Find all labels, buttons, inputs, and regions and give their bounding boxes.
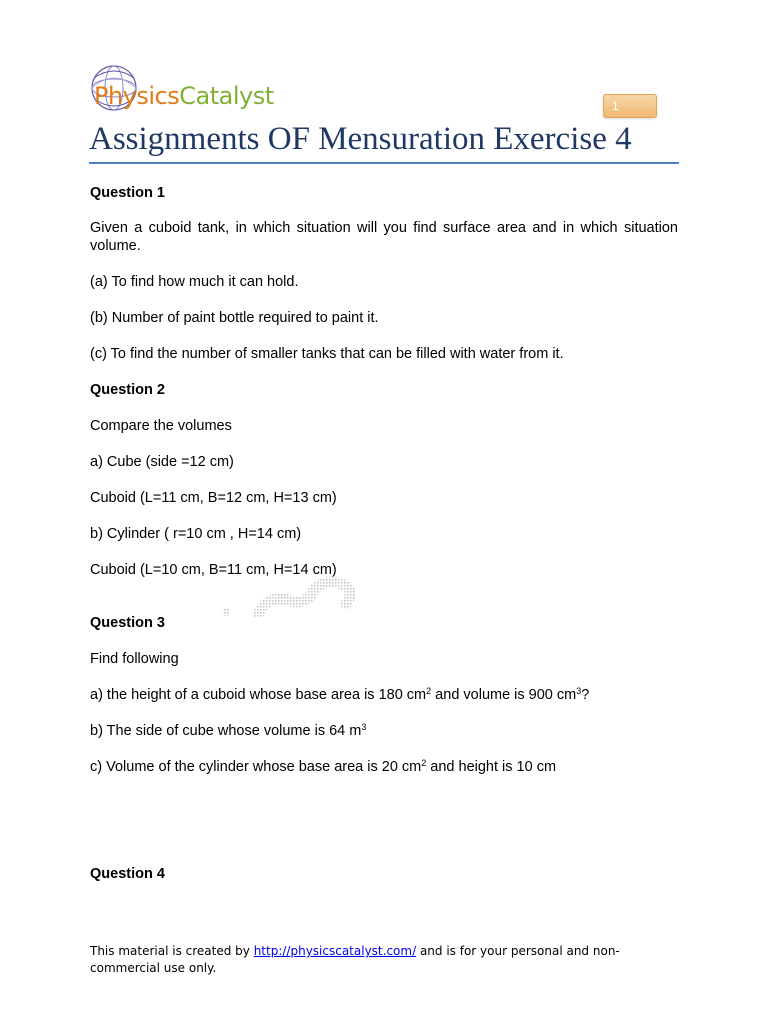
question-1-prompt: Given a cuboid tank, in which situation will you find surface area and in which situation volume. [90, 220, 678, 254]
question-2-part-a-cube: a) Cube (side =12 cm) [90, 454, 234, 470]
question-3-part-c-text-end: and height is 10 cm [426, 759, 557, 775]
question-1-heading: Question 1 [90, 185, 165, 201]
watermark-graphic [218, 576, 358, 618]
question-3-part-b-text: b) The side of cube whose volume is 64 m [90, 723, 362, 739]
question-3-part-a-text-end: ? [581, 687, 590, 703]
logo-text-physics: Physics [94, 82, 180, 110]
footer-site-link[interactable]: http://physicscatalyst.com/ [253, 944, 417, 958]
question-4-heading: Question 4 [90, 866, 165, 882]
question-3-heading: Question 3 [90, 615, 165, 631]
question-1-option-c: (c) To find the number of smaller tanks that can be filled with water from it. [90, 346, 564, 362]
question-2-part-b-cylinder: b) Cylinder ( r=10 cm , H=14 cm) [90, 526, 302, 542]
superscript-2: 2 [421, 758, 427, 768]
question-3-prompt: Find following [90, 651, 179, 667]
question-1-option-a: (a) To find how much it can hold. [90, 274, 299, 290]
physicscatalyst-logo [88, 62, 274, 118]
question-2-heading: Question 2 [90, 382, 165, 398]
question-3-part-a-text: a) the height of a cuboid whose base area is 180 cm [90, 687, 427, 703]
logo-wordmark [94, 82, 274, 110]
question-3-part-a-text-mid: and volume is 900 cm [431, 687, 577, 703]
question-3-part-c-text: c) Volume of the cylinder whose base area is 20 cm [90, 759, 422, 775]
footer-note [90, 943, 682, 977]
question-2-part-b-cuboid: Cuboid (L=10 cm, B=11 cm, H=14 cm) [90, 562, 337, 578]
footer-text-pre: This material is created by [90, 944, 254, 958]
question-3-part-a [90, 686, 589, 704]
superscript-2: 2 [426, 686, 432, 696]
superscript-3: 3 [361, 722, 367, 732]
question-2-part-a-cuboid: Cuboid (L=11 cm, B=12 cm, H=13 cm) [90, 490, 337, 506]
question-1-option-b: (b) Number of paint bottle required to paint it. [90, 310, 379, 326]
logo-text-catalyst: Catalyst [179, 82, 274, 110]
page-title: Assignments OF Mensuration Exercise 4 [89, 118, 679, 164]
footer-text-post: and is for your personal and non-commercial use only. [90, 944, 620, 975]
superscript-3: 3 [576, 686, 582, 696]
question-2-prompt: Compare the volumes [90, 418, 232, 434]
question-3-part-b [90, 722, 366, 740]
question-3-part-c [90, 758, 556, 776]
page-number-badge: 1 [603, 94, 657, 118]
